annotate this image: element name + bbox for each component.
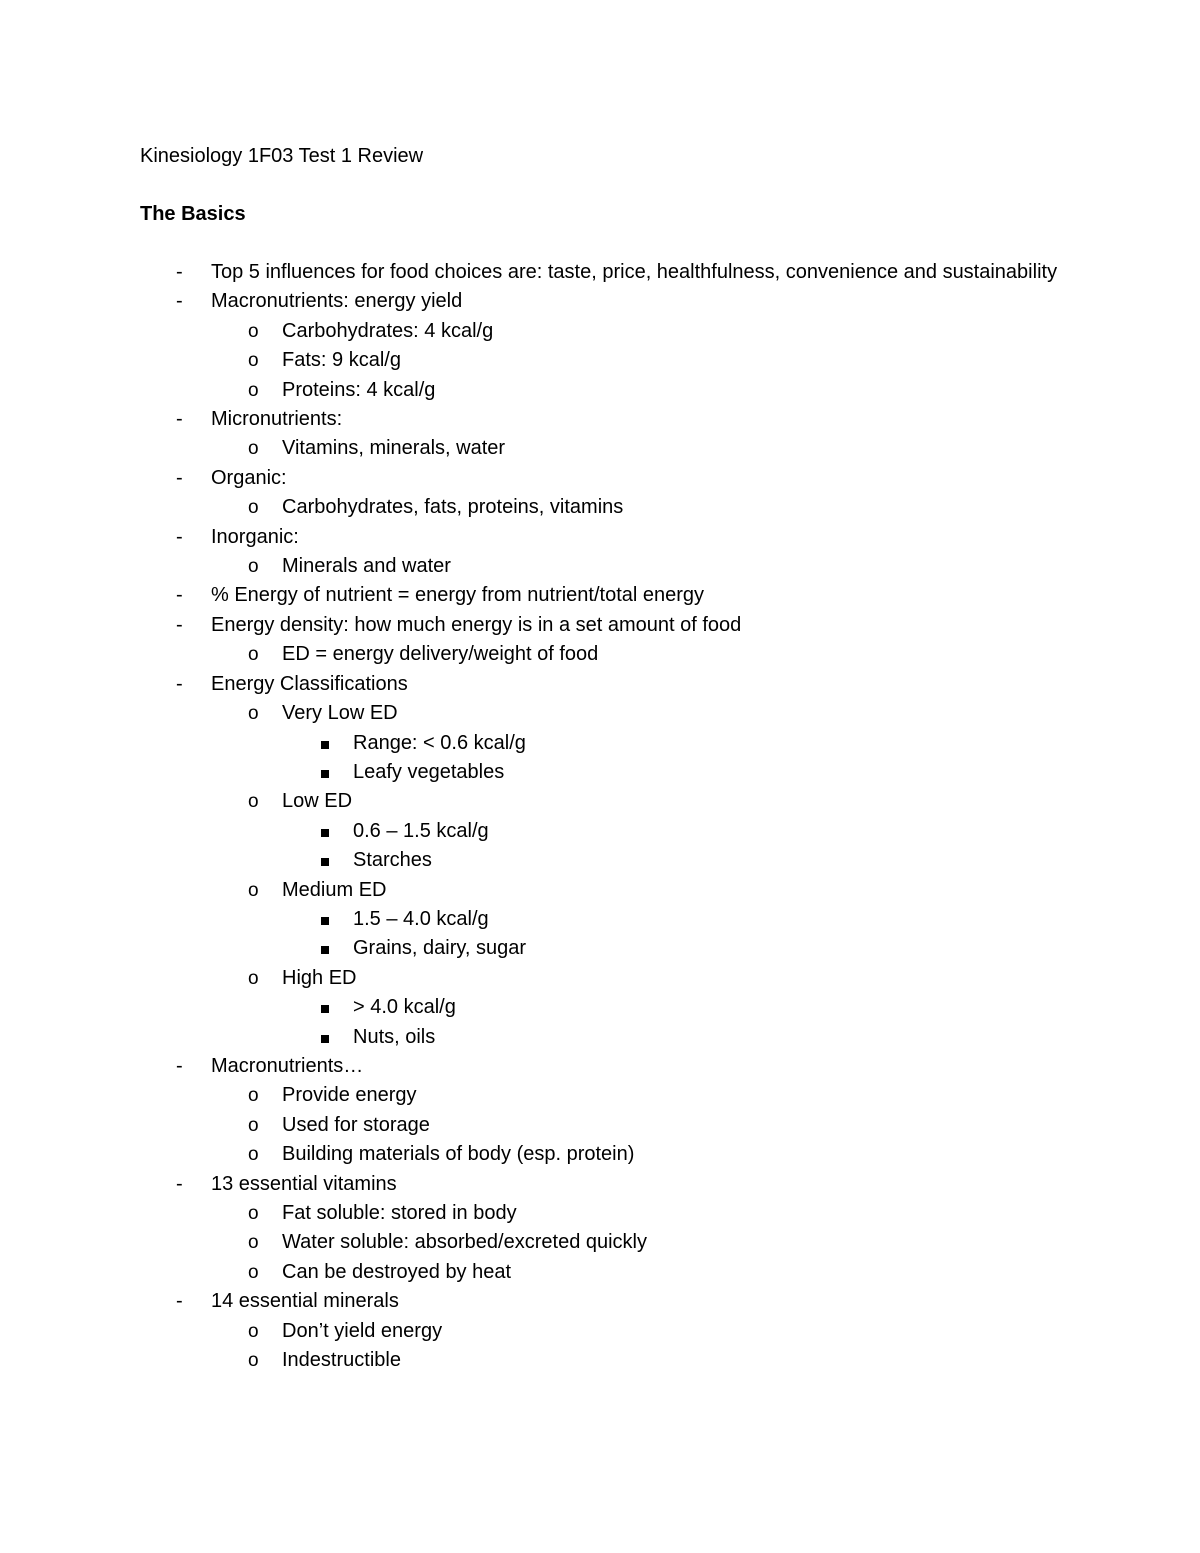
dash-bullet-icon: - — [176, 290, 183, 313]
list-item-level-1 — [140, 464, 1060, 523]
list-item-level-2 — [211, 376, 1060, 405]
circle-bullet-icon: o — [248, 350, 259, 372]
circle-bullet-icon: o — [248, 791, 259, 813]
list-item-level-1 — [140, 611, 1060, 670]
list-item-level-2 — [211, 1199, 1060, 1228]
list-item-level-3 — [282, 1023, 1060, 1052]
list-item-text: 14 essential minerals — [211, 1290, 399, 1313]
list-item-level-1 — [140, 1287, 1060, 1375]
list-item-level-3 — [282, 758, 1060, 787]
dash-bullet-icon: - — [176, 584, 183, 607]
circle-bullet-icon: o — [248, 1203, 259, 1224]
circle-bullet-icon: o — [248, 1144, 259, 1166]
sub-list — [211, 434, 1060, 463]
list-item-level-2 — [211, 346, 1060, 375]
document-title: Kinesiology 1F03 Test 1 Review — [140, 145, 424, 167]
sub-list — [211, 699, 1060, 1052]
list-item-level-2 — [211, 699, 1060, 787]
square-bullet-icon — [321, 829, 329, 837]
list-item-text: Fats: 9 kcal/g — [282, 349, 401, 372]
list-item-text: Macronutrients… — [211, 1054, 364, 1077]
sub-list — [211, 640, 1060, 669]
list-item-level-2 — [211, 1317, 1060, 1346]
square-bullet-icon — [321, 741, 329, 749]
list-item-level-3 — [282, 817, 1060, 846]
circle-bullet-icon: o — [248, 1320, 259, 1342]
sub-list — [211, 552, 1060, 581]
list-item-text: 0.6 – 1.5 kcal/g — [353, 819, 489, 842]
circle-bullet-icon: o — [248, 879, 259, 901]
list-item-level-1 — [140, 258, 1060, 287]
list-item-text: 1.5 – 4.0 kcal/g — [353, 907, 489, 930]
list-item-text: Vitamins, minerals, water — [282, 437, 506, 460]
list-item-text: Top 5 influences for food choices are: taste, price, healthfulness, convenience and sustainability — [211, 261, 1058, 283]
list-item-text: Inorganic: — [211, 525, 299, 548]
list-item-level-1 — [140, 523, 1060, 582]
sub-list — [211, 1317, 1060, 1376]
list-item-level-2 — [211, 1111, 1060, 1140]
list-item-level-1 — [140, 670, 1060, 1052]
list-item-text: % Energy of nutrient = energy from nutrient/total energy — [211, 584, 705, 607]
circle-bullet-icon: o — [248, 438, 259, 460]
square-bullet-icon — [321, 858, 329, 866]
list-item-level-2 — [211, 964, 1060, 1052]
list-item-text: Can be destroyed by heat — [282, 1260, 512, 1283]
sub-list — [282, 817, 1060, 876]
circle-bullet-icon: o — [248, 644, 259, 666]
dash-bullet-icon: - — [176, 1054, 183, 1077]
sub-list — [211, 493, 1060, 522]
square-bullet-icon — [321, 1005, 329, 1013]
list-item-text: Energy Classifications — [211, 672, 408, 695]
list-item-text: Very Low ED — [282, 702, 398, 725]
list-item-level-1 — [140, 1170, 1060, 1288]
dash-bullet-icon: - — [176, 261, 183, 283]
list-item-text: Water soluble: absorbed/excreted quickly — [282, 1231, 647, 1254]
list-item-level-3 — [282, 934, 1060, 963]
circle-bullet-icon: o — [248, 967, 259, 989]
list-item-text: Energy density: how much energy is in a set amount of food — [211, 613, 742, 636]
list-item-text: Medium ED — [282, 878, 387, 901]
list-item-text: Macronutrients: energy yield — [211, 290, 463, 313]
list-item-level-2 — [211, 787, 1060, 875]
circle-bullet-icon: o — [248, 1350, 259, 1372]
list-item-text: 13 essential vitamins — [211, 1172, 397, 1195]
list-item-text: Organic: — [211, 466, 287, 489]
list-item-text: Range: < 0.6 kcal/g — [353, 731, 526, 754]
sub-list — [282, 993, 1060, 1052]
section-heading: The Basics — [140, 203, 246, 225]
list-item-level-2 — [211, 552, 1060, 581]
list-item-level-3 — [282, 905, 1060, 934]
list-item-text: Carbohydrates: 4 kcal/g — [282, 319, 494, 342]
square-bullet-icon — [321, 946, 329, 954]
list-item-text: Micronutrients: — [211, 408, 343, 431]
list-item-level-3 — [282, 993, 1060, 1022]
sub-list — [282, 905, 1060, 964]
dash-bullet-icon: - — [176, 672, 183, 695]
circle-bullet-icon: o — [248, 320, 259, 342]
circle-bullet-icon: o — [248, 556, 259, 578]
dash-bullet-icon: - — [176, 1290, 183, 1313]
list-item-level-2 — [211, 1228, 1060, 1257]
list-item-level-2 — [211, 876, 1060, 964]
circle-bullet-icon: o — [248, 1261, 259, 1283]
list-item-level-2 — [211, 493, 1060, 522]
sub-list — [211, 1081, 1060, 1169]
list-item-level-2 — [211, 1140, 1060, 1169]
circle-bullet-icon: o — [248, 1114, 259, 1136]
circle-bullet-icon: o — [248, 1232, 259, 1254]
list-item-level-1 — [140, 1052, 1060, 1170]
list-item-text: Used for storage — [282, 1113, 430, 1136]
circle-bullet-icon: o — [248, 379, 259, 401]
list-item-text: Provide energy — [282, 1084, 417, 1107]
list-item-text: Building materials of body (esp. protein) — [282, 1143, 635, 1166]
circle-bullet-icon: o — [248, 703, 259, 725]
square-bullet-icon — [321, 1035, 329, 1043]
sub-list — [282, 729, 1060, 788]
list-item-text: ED = energy delivery/weight of food — [282, 643, 599, 666]
list-item-text: Grains, dairy, sugar — [353, 937, 527, 960]
circle-bullet-icon: o — [248, 497, 259, 519]
sub-list — [211, 317, 1060, 405]
dash-bullet-icon: - — [176, 466, 183, 489]
list-item-level-1 — [140, 405, 1060, 464]
list-item-text: High ED — [282, 966, 357, 989]
dash-bullet-icon: - — [176, 613, 183, 636]
list-item-level-1 — [140, 287, 1060, 405]
square-bullet-icon — [321, 770, 329, 778]
list-item-text: Don’t yield energy — [282, 1319, 443, 1342]
circle-bullet-icon: o — [248, 1085, 259, 1107]
dash-bullet-icon: - — [176, 1172, 183, 1195]
dash-bullet-icon: - — [176, 525, 183, 548]
dash-bullet-icon: - — [176, 408, 183, 431]
list-item-level-2 — [211, 1346, 1060, 1375]
list-item-text: > 4.0 kcal/g — [353, 996, 456, 1019]
list-item-level-2 — [211, 434, 1060, 463]
list-item-text: Nuts, oils — [353, 1025, 436, 1048]
list-item-text: Carbohydrates, fats, proteins, vitamins — [282, 496, 624, 519]
list-item-level-3 — [282, 729, 1060, 758]
outline-list — [140, 258, 1060, 1375]
list-item-level-3 — [282, 846, 1060, 875]
list-item-text: Starches — [353, 849, 432, 872]
list-item-level-2 — [211, 1258, 1060, 1287]
sub-list — [211, 1199, 1060, 1287]
list-item-text: Proteins: 4 kcal/g — [282, 378, 436, 401]
document-content — [140, 142, 1060, 1375]
list-item-level-1 — [140, 581, 1060, 610]
square-bullet-icon — [321, 917, 329, 925]
list-item-level-2 — [211, 1081, 1060, 1110]
list-item-text: Fat soluble: stored in body — [282, 1202, 517, 1224]
list-item-level-2 — [211, 317, 1060, 346]
list-item-level-2 — [211, 640, 1060, 669]
list-item-text: Indestructible — [282, 1349, 401, 1372]
list-item-text: Low ED — [282, 790, 353, 813]
list-item-text: Leafy vegetables — [353, 760, 505, 783]
list-item-text: Minerals and water — [282, 555, 451, 578]
